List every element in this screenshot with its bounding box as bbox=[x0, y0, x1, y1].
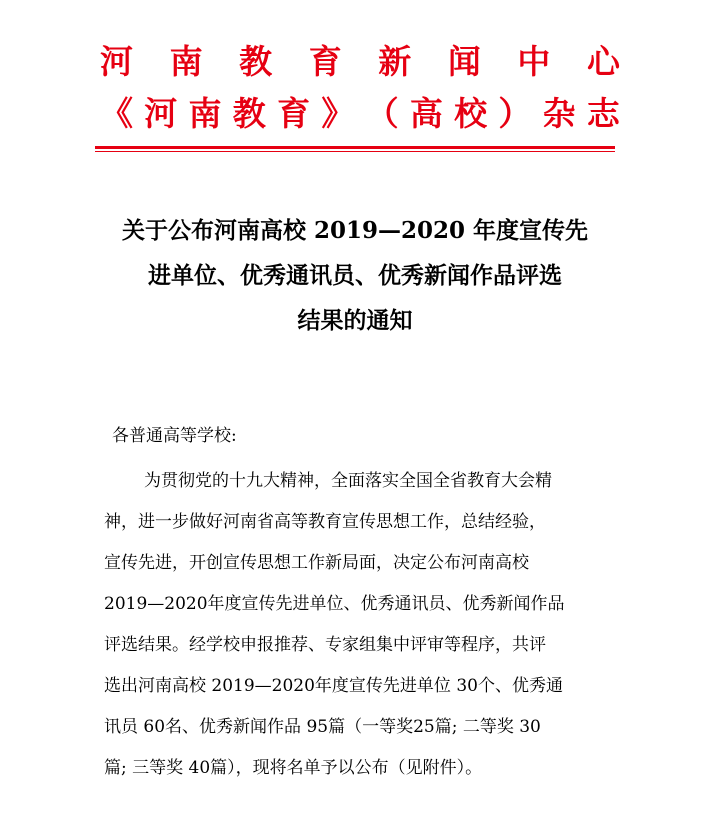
letterhead-char: 育 bbox=[277, 94, 311, 133]
body-line: 宣传先进，开创宣传思想工作新局面，决定公布河南高校 bbox=[104, 553, 529, 573]
title-line: 进单位、优秀通讯员、优秀新闻作品评选 bbox=[148, 262, 562, 289]
letterhead-rule-thin bbox=[95, 151, 615, 152]
letterhead-char: 中 bbox=[517, 42, 551, 81]
letterhead-char: 心 bbox=[586, 42, 620, 81]
letterhead-rule-thick bbox=[95, 146, 615, 149]
body-line: 选出河南高校 2019—2020年度宣传先进单位 30个、优秀通 bbox=[104, 676, 563, 696]
letterhead-char: 河 bbox=[100, 42, 133, 81]
body-line: 为贯彻党的十九大精神，全面落实全国全省教育大会精 bbox=[144, 471, 552, 491]
body-line: 讯员 60名、优秀新闻作品 95篇（一等奖25篇; 二等奖 30 bbox=[104, 717, 541, 737]
letterhead-char: 教 bbox=[232, 94, 266, 133]
body-line: 神，进一步做好河南省高等教育宣传思想工作，总结经验， bbox=[104, 512, 546, 532]
letterhead-char: 志 bbox=[586, 94, 620, 133]
letterhead-char: 新 bbox=[378, 42, 412, 81]
letterhead-char: 南 bbox=[169, 42, 203, 81]
letterhead-char: 闻 bbox=[447, 42, 481, 81]
letterhead-organization bbox=[100, 36, 620, 88]
letterhead-char: （ bbox=[365, 94, 399, 133]
letterhead-char: ） bbox=[498, 94, 532, 133]
title-line: 结果的通知 bbox=[297, 307, 413, 334]
salutation: 各普通高等学校: bbox=[112, 426, 237, 446]
letterhead-char: 高 bbox=[409, 94, 443, 133]
letterhead-char: 育 bbox=[308, 42, 342, 81]
letterhead-char: 教 bbox=[239, 42, 273, 81]
letterhead-char: 南 bbox=[188, 94, 222, 133]
letterhead-char: 河 bbox=[144, 94, 178, 133]
notice-title bbox=[95, 208, 615, 343]
notice-body bbox=[104, 461, 614, 789]
title-line: 关于公布河南高校 2019—2020 年度宣传先 bbox=[121, 217, 589, 244]
body-line: 评选结果。经学校申报推荐、专家组集中评审等程序，共评 bbox=[104, 635, 546, 655]
letterhead-char: 《 bbox=[100, 94, 133, 133]
body-line: 篇; 三等奖 40篇），现将名单予以公布（见附件）。 bbox=[104, 758, 483, 778]
letterhead-char: 》 bbox=[321, 94, 355, 133]
body-line: 2019—2020年度宣传先进单位、优秀通讯员、优秀新闻作品 bbox=[104, 594, 565, 614]
letterhead-char: 校 bbox=[454, 94, 488, 133]
letterhead-char: 杂 bbox=[542, 94, 576, 133]
letterhead-magazine bbox=[100, 88, 620, 140]
